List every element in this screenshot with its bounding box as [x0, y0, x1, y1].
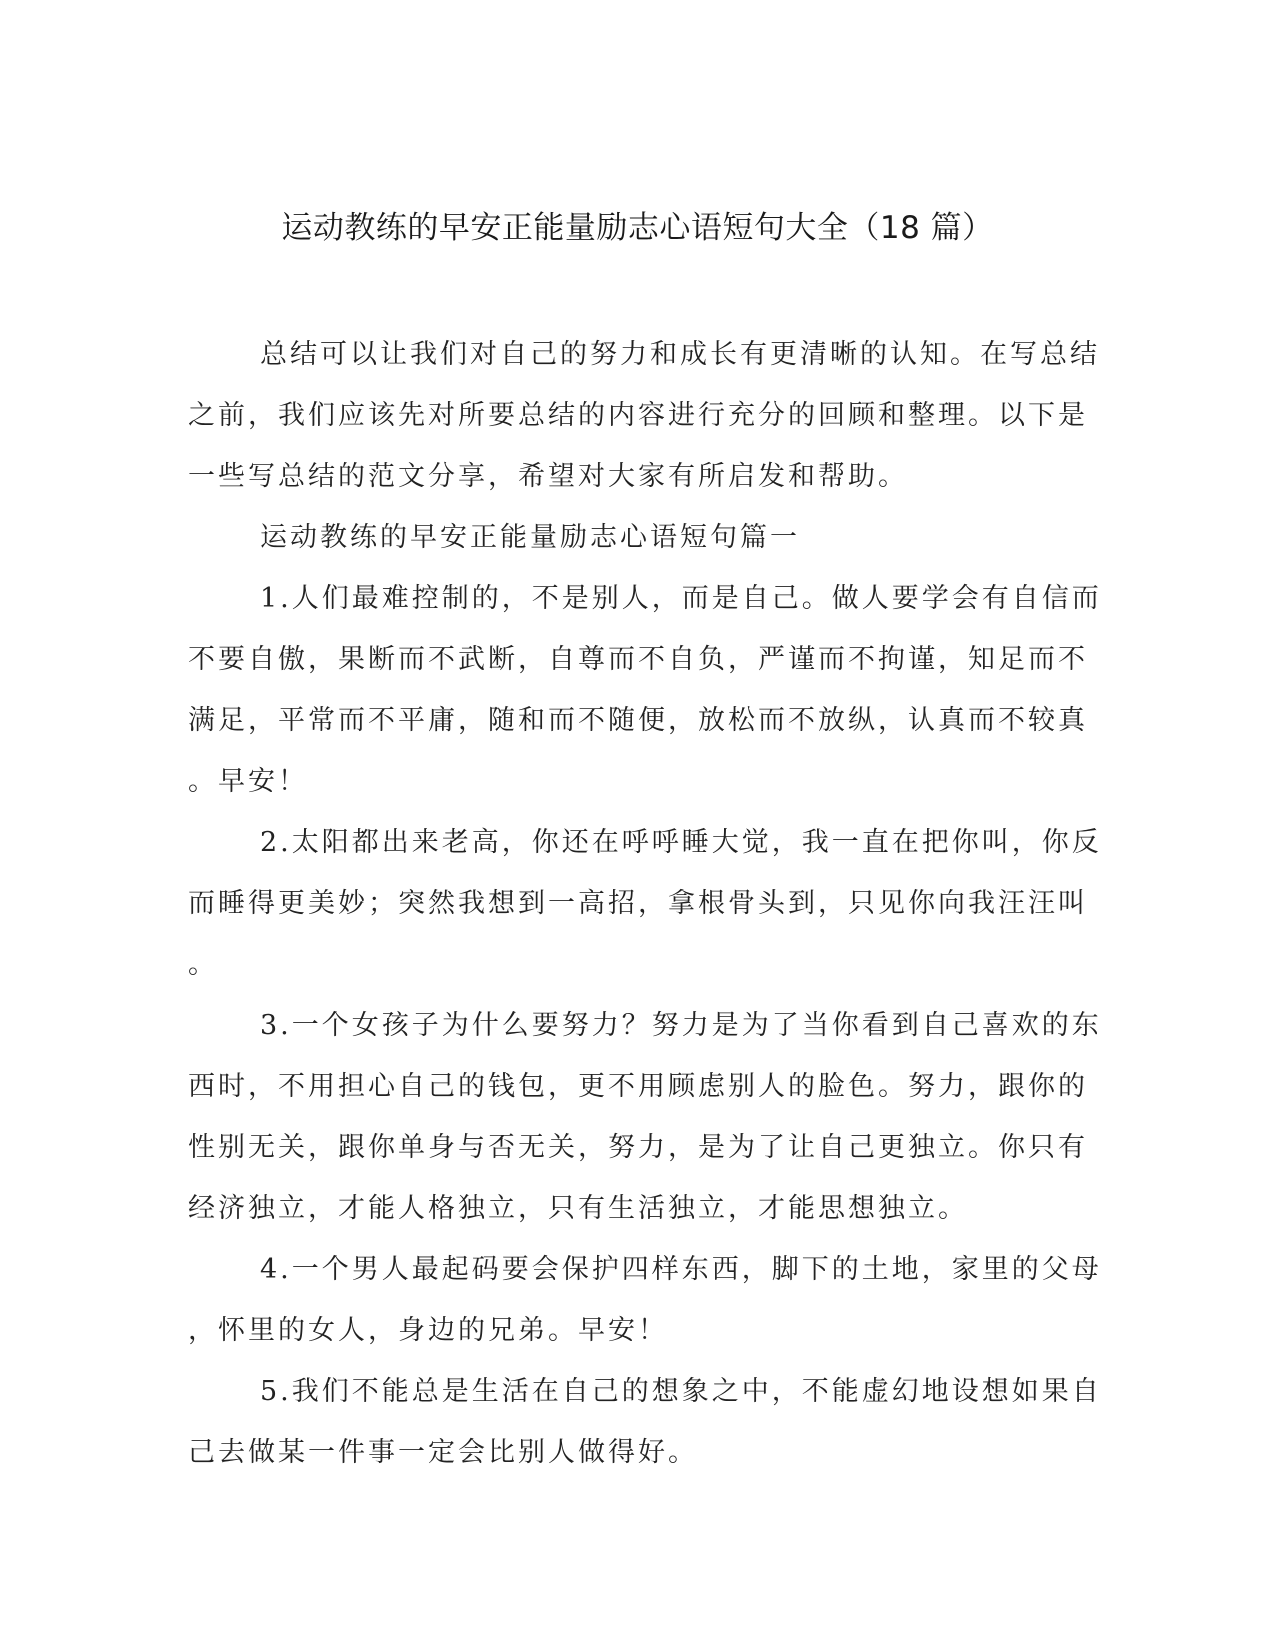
- document-title: 运动教练的早安正能量励志心语短句大全（18 篇）: [281, 210, 994, 246]
- text-line: 之前，我们应该先对所要总结的内容进行充分的回顾和整理。以下是: [188, 400, 1088, 431]
- text-line: 满足，平常而不平庸，随和而不随便，放松而不放纵，认真而不较真: [188, 705, 1088, 736]
- text-line: 。: [188, 949, 218, 980]
- paragraph-item-3: [188, 995, 1102, 1239]
- text-line: 5.我们不能总是生活在自己的想象之中，不能虚幻地设想如果自: [260, 1376, 1102, 1407]
- text-line: 。早安！: [188, 766, 308, 797]
- text-line: 一些写总结的范文分享，希望对大家有所启发和帮助。: [188, 461, 908, 492]
- text-line: ，怀里的女人，身边的兄弟。早安！: [188, 1315, 668, 1346]
- text-line: 西时，不用担心自己的钱包，更不用顾虑别人的脸色。努力，跟你的: [188, 1071, 1088, 1102]
- text-line: 2.太阳都出来老高，你还在呼呼睡大觉，我一直在把你叫，你反: [260, 827, 1102, 858]
- paragraph-item-2: [188, 812, 1102, 995]
- text-line: 运动教练的早安正能量励志心语短句篇一: [260, 522, 800, 553]
- paragraph-item-1: [188, 568, 1102, 812]
- paragraph-item-5: [188, 1361, 1102, 1483]
- text-line: 性别无关，跟你单身与否无关，努力，是为了让自己更独立。你只有: [188, 1132, 1088, 1163]
- document-body: [188, 324, 1102, 1483]
- text-line: 己去做某一件事一定会比别人做得好。: [188, 1437, 698, 1468]
- text-line: 经济独立，才能人格独立，只有生活独立，才能思想独立。: [188, 1193, 968, 1224]
- paragraph-intro: [188, 324, 1100, 507]
- text-line: 不要自傲，果断而不武断，自尊而不自负，严谨而不拘谨，知足而不: [188, 644, 1088, 675]
- paragraph-item-4: [188, 1239, 1102, 1361]
- text-line: 4.一个男人最起码要会保护四样东西，脚下的土地，家里的父母: [260, 1254, 1102, 1285]
- text-line: 3.一个女孩子为什么要努力？努力是为了当你看到自己喜欢的东: [260, 1010, 1102, 1041]
- text-line: 而睡得更美妙；突然我想到一高招，拿根骨头到，只见你向我汪汪叫: [188, 888, 1088, 919]
- text-line: 1.人们最难控制的，不是别人，而是自己。做人要学会有自信而: [260, 583, 1102, 614]
- text-line: 总结可以让我们对自己的努力和成长有更清晰的认知。在写总结: [260, 339, 1100, 370]
- section-heading: [188, 507, 1078, 568]
